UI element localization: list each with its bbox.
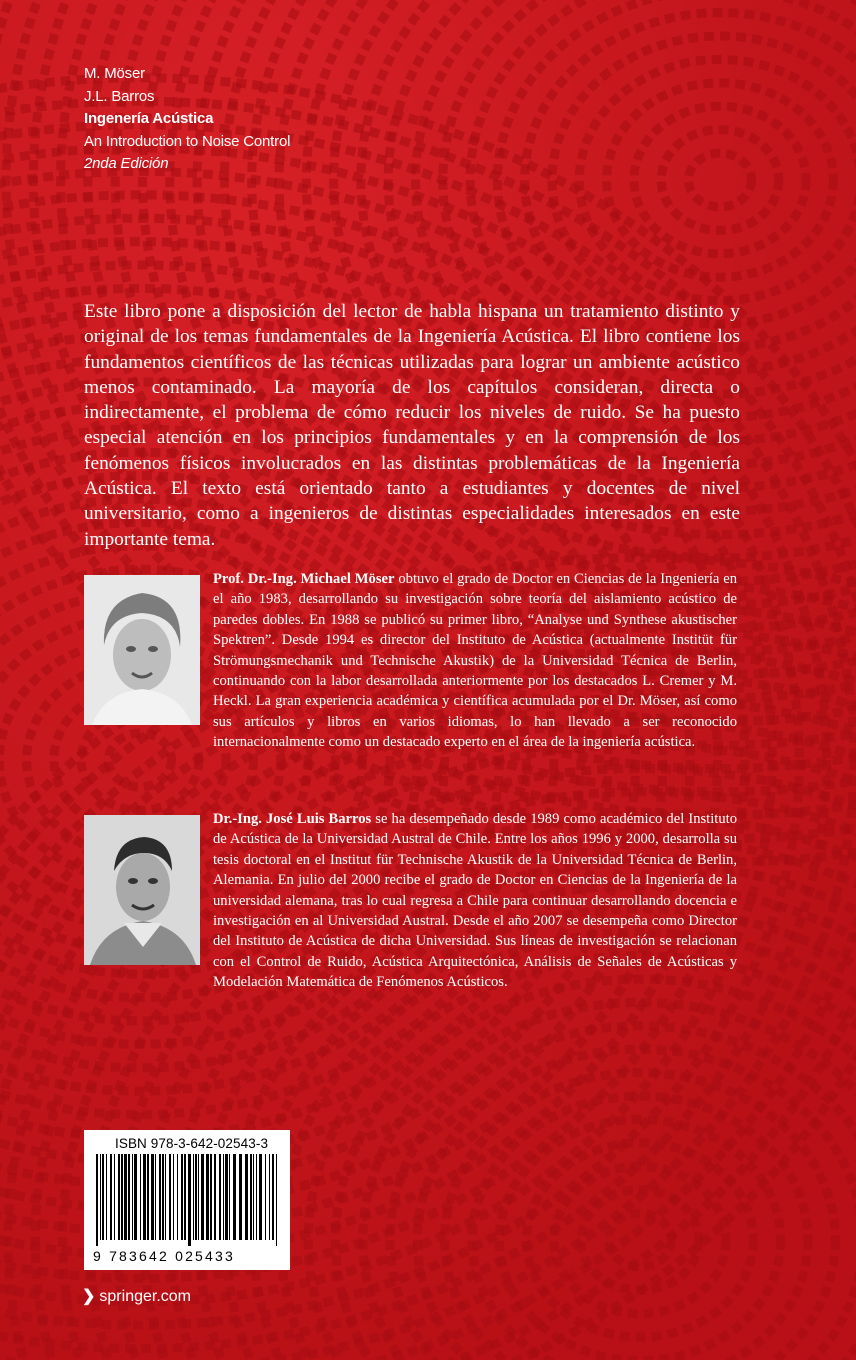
barcode-bar [124,1154,127,1240]
barcode-bar [256,1154,257,1240]
barcode-bar [276,1154,277,1246]
bio-barros [213,809,737,993]
barcode-bar [159,1154,161,1240]
barcode-bar [250,1154,252,1240]
header-block [84,63,290,176]
barcode-bar [269,1154,270,1240]
bio-moser [213,569,737,753]
barcode-bar [188,1154,191,1246]
edition-label: 2nda Edición [84,155,169,172]
barcode-bar [162,1154,164,1240]
barcode-bar [121,1154,123,1240]
barcode-bar [223,1154,224,1240]
barcode-bar [206,1154,209,1240]
author-photo-moser [84,575,200,725]
barcode-bar [184,1154,186,1240]
barcode-bar [114,1154,115,1240]
barcode-bar [229,1154,230,1240]
barcode-bar [155,1154,156,1240]
barcode-bar [214,1154,216,1240]
barcode-bar [181,1154,183,1240]
author-photo-barros [84,815,200,965]
barcode-bars [84,1154,290,1248]
barcode-bar [147,1154,149,1240]
barcode-bar [253,1154,254,1240]
intro-paragraph: Este libro pone a disposición del lector de habla hispana un tratamiento distinto y original de los temas fundamentales de la Ingeniería Acústica. El libro contiene los fundamentos científicos de las técnicas utilizadas para lograr un ambiente acústico menos contaminado. La mayoría de los capítulos consideran, directa o indirectamente, el problema de cómo reducir los niveles de ruido. Se ha puesto especial atención en los principios fundamentales y en la comprensión de los fenómenos físicos involucrados en las distintas problemáticas de la Ingeniería Acústica. El texto está orientado tanto a estudiantes y docentes de nivel universitario, como a ingenieros de distintas especialidades interesados en este importante tema. [84,301,740,550]
barcode-bar [102,1154,104,1240]
barcode-bar [132,1154,133,1240]
barcode-bar [128,1154,130,1240]
barcode-bar [118,1154,120,1240]
barcode-bar [173,1154,174,1240]
chevron-right-icon: ❯ [82,1288,96,1305]
barcode-bar [100,1154,101,1240]
barcode-bar [233,1154,236,1240]
barcode-bar [106,1154,107,1240]
publisher-url: springer.com [99,1288,191,1305]
barcode-bar [110,1154,112,1240]
book-subtitle: An Introduction to Noise Control [84,132,291,150]
author-1: M. Möser [84,65,145,82]
barcode-bar [143,1154,146,1240]
barcode-bar [210,1154,212,1240]
barcode-bar [239,1154,242,1240]
isbn-barcode [84,1130,290,1270]
barcode-bar [201,1154,204,1240]
bio-barros-name: Dr.-Ing. José Luis Barros [213,811,372,827]
barcode-bar [198,1154,199,1240]
barcode-bar [259,1154,262,1240]
barcode-bar [225,1154,228,1240]
isbn-label: ISBN 978-3-642-02543-3 [115,1136,269,1151]
author-2: J.L. Barros [84,87,155,105]
barcode-bar [169,1154,171,1240]
barcode-bar [265,1154,266,1240]
barcode-bar [177,1154,178,1240]
barcode-digits: 9 783642 025433 [93,1248,235,1264]
bio-moser-text: obtuvo el grado de Doctor en Ciencias de la Ingeniería en el año 1983, desarrollando su investigación sobre teoría del aislamiento acústico de paredes dobles. En 1988 se publicó su primer libro, “Analyse und Synthese akustischer Spektren”. Desde 1994 es director del Instituto de Acústica (actualmente Institüt für Strömungsmechanik und Technische Akustik) de la Universidad Técnica de Berlin, continuando con la labor desarrollada anteriormente por los destacados L. Cremer y M. Heckl. La gran experiencia académica y científica acumulada por el Dr. Möser, así como sus artículos y libros en varios idiomas, lo han llevado a ser reconocido internacionalmente como un destacado experto en el área de la ingeniería acústica. [213,571,737,751]
bio-barros-text: se ha desempeñado desde 1989 como académico del Instituto de Acústica de la Universidad Austral de Chile. Entre los años 1996 y 2000, desarrolla su tesis doctoral en el Institut für Technische Akustik de la Universidad Técnica de Berlin, Alemania. En julio del 2000 recibe el grado de Doctor en Ciencias de la Ingeniería de la universidad alemana, tras lo cual regresa a Chile para continuar desarrollando docencia e investigación en al Universidad Austral. Desde el año 2007 se desempeña como Director del Instituto de Acústica de dicha Universidad. Sus líneas de investigación se relacionan con el Control de Ruido, Acústica Arquitectónica, Análisis de Señales de Acústicas y Modelación Matemática de Fenómenos Acústicos. [213,811,737,991]
barcode-bar [151,1154,154,1240]
publisher-link[interactable] [82,1286,191,1306]
barcode-bar [245,1154,248,1240]
barcode-bar [195,1154,197,1240]
barcode-bar [272,1154,274,1240]
barcode-bar [140,1154,141,1240]
book-title: Ingenería Acústica [84,110,214,127]
barcode-bar [165,1154,166,1240]
barcode-bar [96,1154,98,1246]
barcode-bar [134,1154,137,1240]
bio-moser-name: Prof. Dr.-Ing. Michael Möser [213,571,395,587]
barcode-bar [219,1154,221,1240]
barcode-bar [193,1154,194,1240]
